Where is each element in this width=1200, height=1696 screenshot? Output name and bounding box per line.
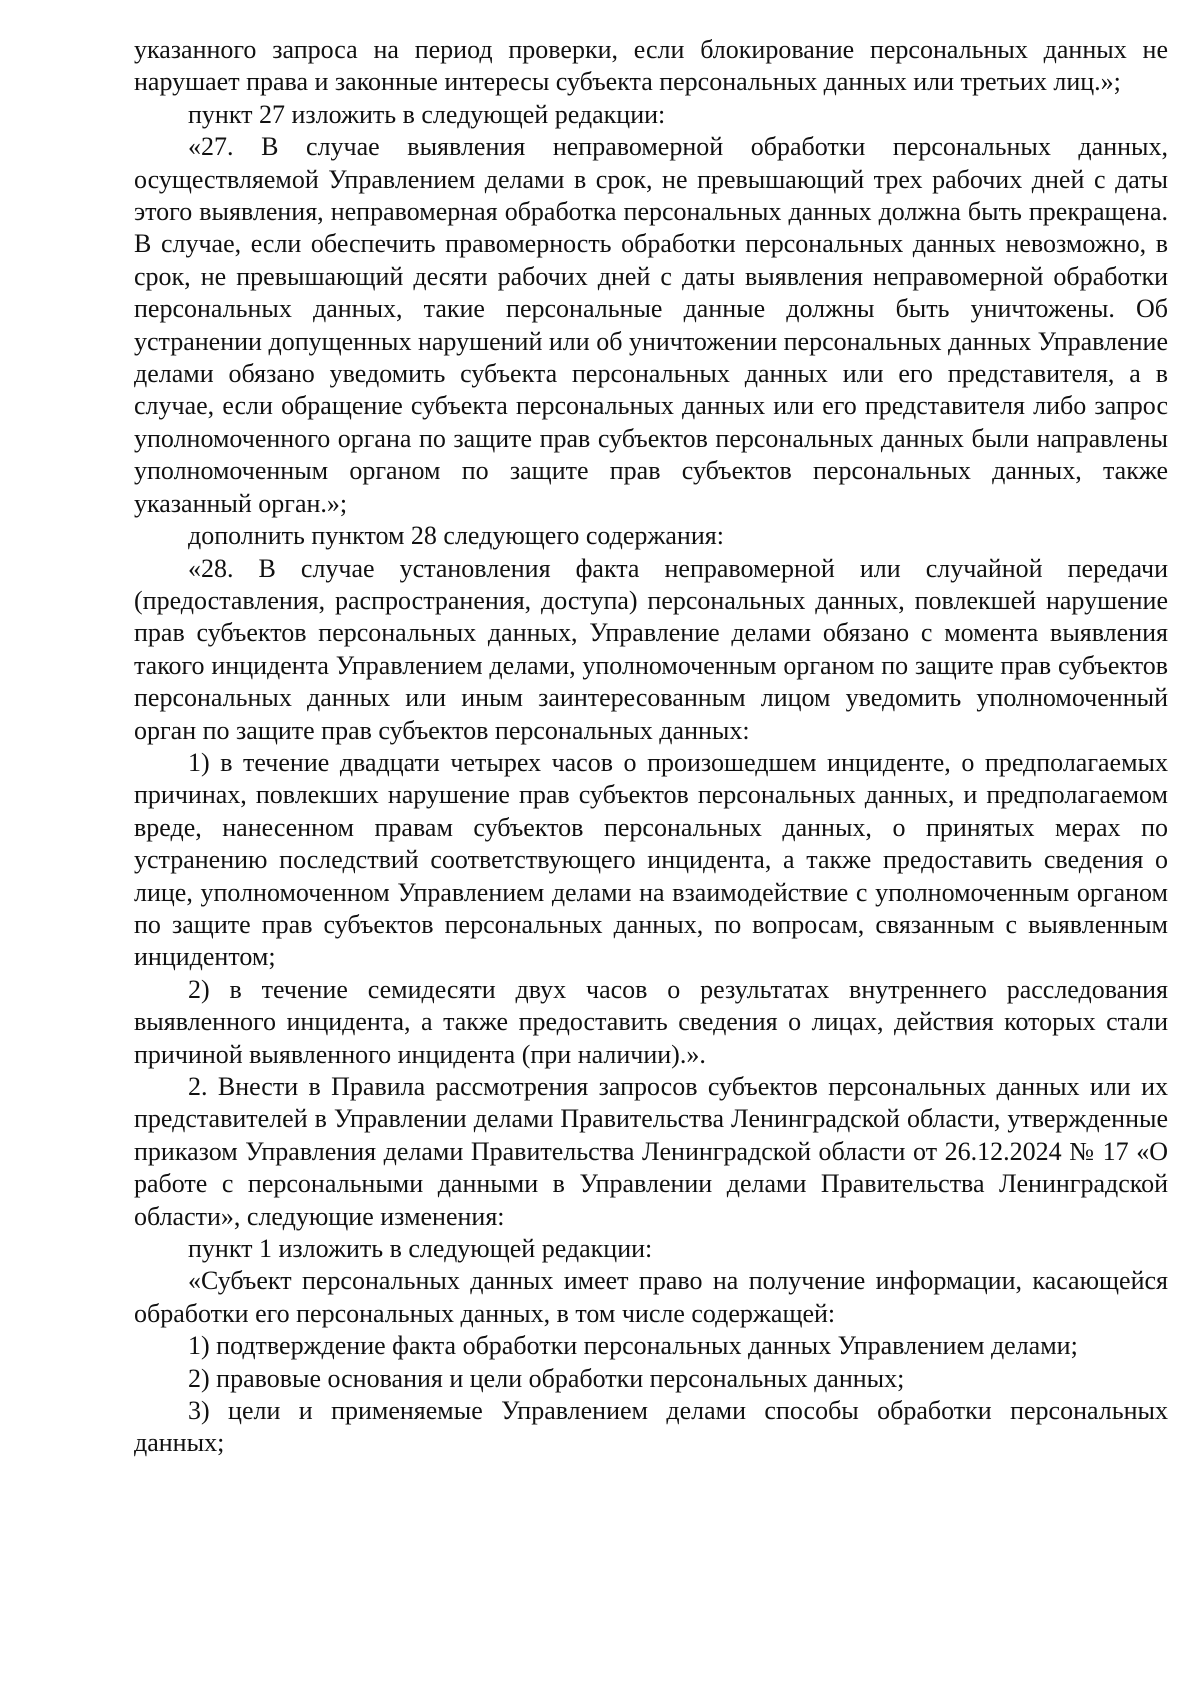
paragraph: «28. В случае установления факта неправомерной или случайной передачи (предоставления, распространения, доступа) персональных данных, повлекшей нарушение прав субъектов персональных данных, Управление делами обязано с момента выявления такого инцидента Управлением делами, уполномоченным органом по защите прав субъектов персональных данных или иным заинтересованным лицом уведомить уполномоченный орган по защите прав субъектов персональных данных:	[134, 553, 1168, 745]
paragraph: пункт 27 изложить в следующей редакции:	[188, 99, 666, 129]
paragraph: «Субъект персональных данных имеет право на получение информации, касающейся обработки его персональных данных, в том числе содержащей:	[134, 1266, 1168, 1328]
paragraph: 2. Внести в Правила рассмотрения запросов субъектов персональных данных или их представителей в Управлении делами Правительства Ленинградской области, утвержденные приказом Управления делами Правительства Ленинградской области от 26.12.2024 № 17 «О работе с персональными данными в Управлении делами Правительства Ленинградской области», следующие изменения:	[134, 1072, 1168, 1231]
paragraph: 1) в течение двадцати четырех часов о произошедшем инциденте, о предполагаемых причинах, повлекших нарушение прав субъектов персональных данных, и предполагаемом вреде, нанесенном правам субъектов персональных данных, о принятых мерах по устранению последствий соответствующего инцидента, а также предоставить сведения о лице, уполномоченном Управлением делами на взаимодействие с уполномоченным органом по защите прав субъектов персональных данных, по вопросам, связанным с выявленным инцидентом;	[134, 747, 1168, 972]
document-body	[134, 34, 1168, 1460]
paragraph: указанного запроса на период проверки, если блокирование персональных данных не нарушает права и законные интересы субъекта персональных данных или третьих лиц.»;	[134, 35, 1168, 97]
paragraph: «27. В случае выявления неправомерной обработки персональных данных, осуществляемой Управлением делами в срок, не превышающий трех рабочих дней с даты этого выявления, неправомерная обработка персональных данных должна быть прекращена. В случае, если обеспечить правомерность обработки персональных данных невозможно, в срок, не превышающий десяти рабочих дней с даты выявления неправомерной обработки персональных данных, такие персональные данные должны быть уничтожены. Об устранении допущенных нарушений или об уничтожении персональных данных Управление делами обязано уведомить субъекта персональных данных или его представителя, а в случае, если обращение субъекта персональных данных или его представителя либо запрос уполномоченного органа по защите прав субъектов персональных данных были направлены уполномоченным органом по защите прав субъектов персональных данных, также указанный орган.»;	[134, 132, 1168, 518]
paragraph: 3) цели и применяемые Управлением делами способы обработки персональных данных;	[134, 1396, 1168, 1458]
paragraph: пункт 1 изложить в следующей редакции:	[188, 1234, 653, 1264]
paragraph: дополнить пунктом 28 следующего содержания:	[188, 521, 724, 551]
paragraph: 1) подтверждение факта обработки персональных данных Управлением делами;	[188, 1331, 1078, 1361]
paragraph: 2) в течение семидесяти двух часов о результатах внутреннего расследования выявленного инцидента, а также предоставить сведения о лицах, действия которых стали причиной выявленного инцидента (при наличии).».	[134, 974, 1168, 1069]
paragraph: 2) правовые основания и цели обработки персональных данных;	[188, 1363, 905, 1393]
